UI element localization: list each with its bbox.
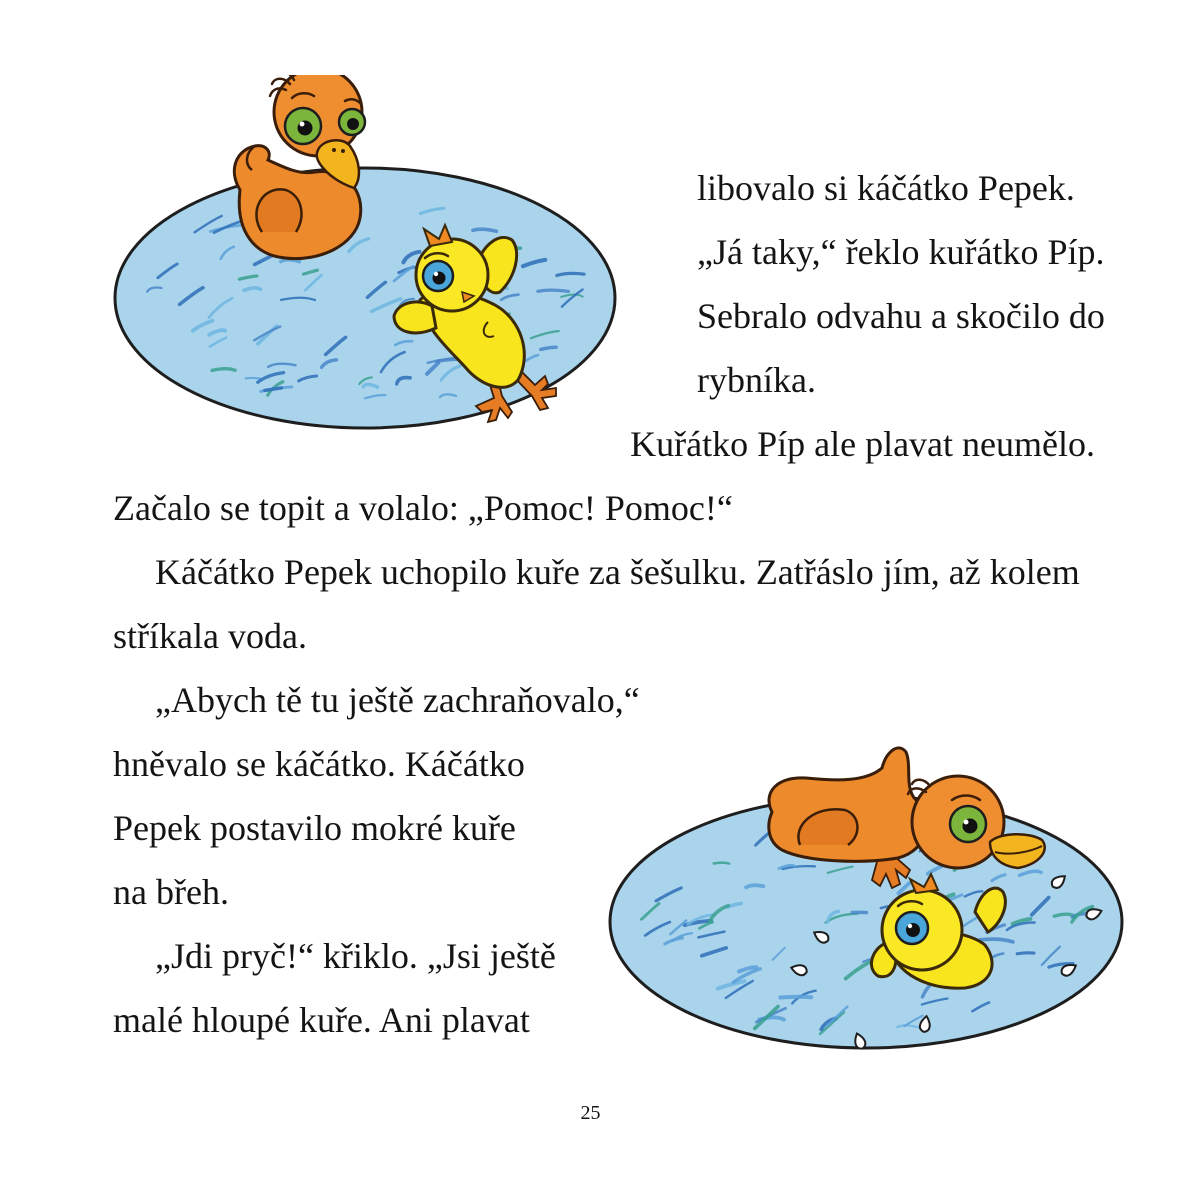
illustration-pond-duckling-and-chick: [105, 75, 630, 435]
chick-eye-glint: [908, 924, 912, 928]
water-stroke: [212, 369, 235, 371]
duckling-nostril: [332, 148, 336, 152]
chick-eye-glint: [434, 272, 438, 276]
text-line: stříkala voda.: [113, 616, 307, 656]
paragraph-start-line: Káčátko Pepek uchopilo kuře za šešulku. Zatřáslo jím, až kolem: [155, 552, 1080, 592]
water-stroke: [780, 997, 811, 998]
text-line: „Já taky,“ řeklo kuřátko Píp.: [697, 232, 1105, 272]
chick-left-wing: [394, 302, 436, 333]
illustration-pond-rescue: [600, 735, 1130, 1065]
water-stroke: [714, 863, 729, 864]
water-stroke: [538, 290, 569, 291]
duckling-pupil-right: [347, 118, 359, 130]
text-line: Kuřátko Píp ale plavat neumělo.: [630, 424, 1095, 464]
duckling-nostril: [341, 149, 345, 153]
page-number: 25: [580, 1102, 601, 1124]
duckling-eye-glint-left: [300, 122, 305, 127]
duckling-wing: [256, 189, 301, 232]
text-line: Sebralo odvahu a skočilo do: [697, 296, 1105, 336]
text-line: libovalo si káčátko Pepek.: [697, 168, 1075, 208]
text-line: Pepek postavilo mokré kuře: [113, 808, 516, 848]
text-line: malé hloupé kuře. Ani plavat: [113, 1000, 530, 1040]
water-stroke: [246, 378, 261, 379]
water-stroke: [473, 229, 497, 231]
paragraph-start-line: „Jdi pryč!“ křiklo. „Jsi ještě: [155, 936, 556, 976]
water-stroke: [746, 885, 763, 887]
text-line: Začalo se topit a volalo: „Pomoc! Pomoc!“: [113, 488, 733, 528]
duckling-pupil-left: [298, 121, 313, 136]
text-line: na břeh.: [113, 872, 229, 912]
water-stroke: [1017, 953, 1034, 954]
text-line: rybníka.: [697, 360, 816, 400]
paragraph-start-line: „Abych tě tu ještě zachraňovalo,“: [155, 680, 640, 720]
text-line: hněvalo se káčátko. Káčátko: [113, 744, 525, 784]
duckling-eye-glint: [964, 820, 969, 825]
duckling-pepek: [234, 75, 365, 259]
